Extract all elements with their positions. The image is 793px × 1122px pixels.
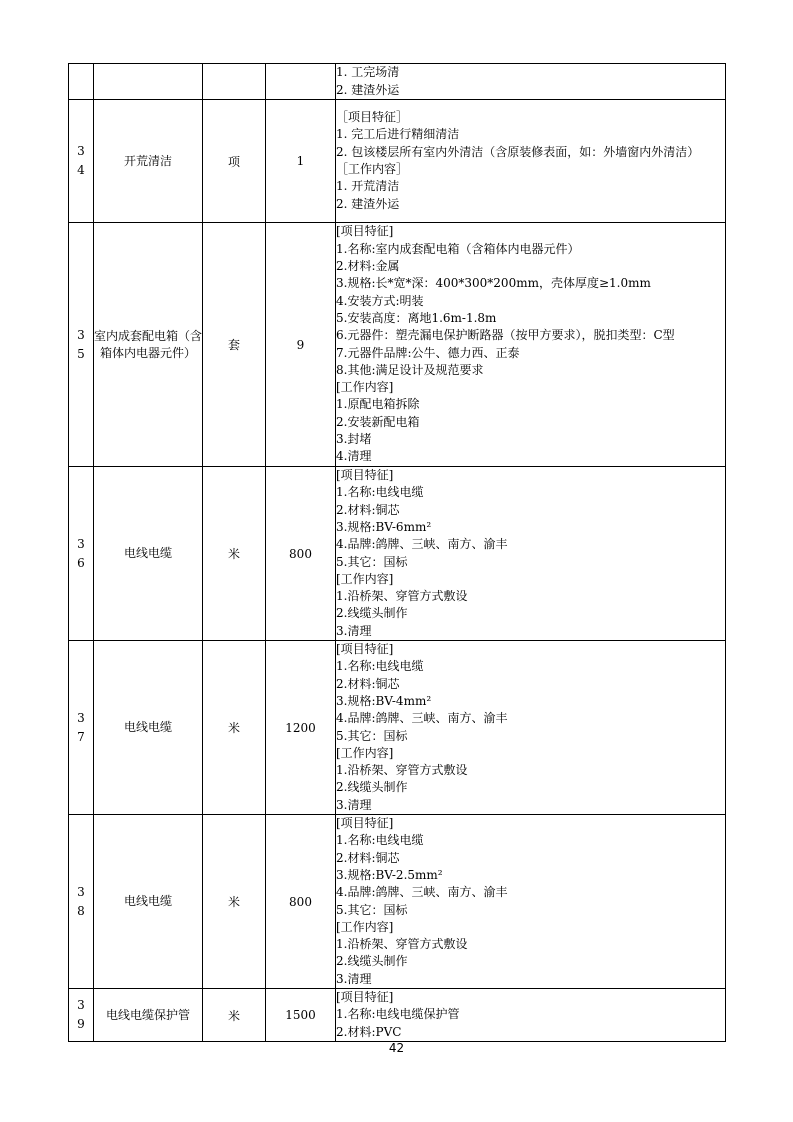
item-unit-cell: 套 [203,223,266,467]
description-line: 2. 建渣外运 [336,196,400,211]
description-line: 2.线缆头制作 [336,954,408,969]
item-number-digit: 3 [77,998,85,1012]
description-line: 6.元器件：塑壳漏电保护断路器（按甲方要求），脱扣类型：C型 [336,328,675,343]
item-description-cell [336,100,726,223]
description-line: 1.名称:电线电缆 [336,833,424,848]
table-row [69,467,726,641]
item-number-cell [69,223,94,467]
table-body [69,64,726,1042]
item-number-digit: 6 [77,555,85,570]
description-line: 3.清理 [336,971,372,986]
item-number-digit: 7 [77,729,85,744]
item-quantity-cell: 1200 [266,641,336,815]
description-line: ［项目特征］ [336,110,409,125]
description-line: 2.材料:铜芯 [336,850,400,865]
page-number: 42 [388,1041,405,1055]
item-description-cell [336,815,726,989]
description-line: [工作内容] [336,919,394,934]
item-number-digit: 3 [77,327,85,342]
item-description-cell [336,989,726,1042]
description-line: 5.其它：国标 [336,728,408,743]
description-line: 2.材料:金属 [336,259,400,274]
description-line: 2.线缆头制作 [336,606,408,621]
table-row [69,815,726,989]
item-name-cell: 室内成套配电箱（含箱体内电器元件） [94,223,203,467]
description-line: 8.其他:满足设计及规范要求 [336,362,484,377]
item-quantity-cell: 9 [266,223,336,467]
description-line: 3.规格:BV-4mm² [336,693,432,708]
description-line: 4.安装方式:明装 [336,293,424,308]
description-line: 3.封堵 [336,431,372,446]
item-number-cell [69,815,94,989]
bill-of-quantities-table [68,63,726,1042]
table-row [69,64,726,100]
item-quantity-cell: 800 [266,815,336,989]
description-line: 5.安装高度：离地1.6m-1.8m [336,310,497,325]
description-line: 2. 包该楼层所有室内外清洁（含原装修表面，如：外墙窗内外清洁） [336,144,700,159]
description-line: 4.品牌:鸽牌、三峡、南方、渝丰 [336,711,508,726]
description-line: 2.安装新配电箱 [336,414,420,429]
description-line: 4.品牌:鸽牌、三峡、南方、渝丰 [336,885,508,900]
description-line: [项目特征] [336,990,394,1005]
description-line: [项目特征] [336,816,394,831]
description-line: 1.原配电箱拆除 [336,397,420,412]
item-description-cell [336,467,726,641]
item-number-cell [69,989,94,1042]
description-line: 2.材料:铜芯 [336,676,400,691]
description-line: 5.其它：国标 [336,554,408,569]
item-number-cell [69,64,94,100]
item-name-cell: 电线电缆 [94,815,203,989]
description-line: 1.沿桥架、穿管方式敷设 [336,763,468,778]
item-description-cell [336,641,726,815]
description-line: 1.名称:室内成套配电箱（含箱体内电器元件） [336,241,580,256]
description-line: 3.规格:长*宽*深：400*300*200mm，壳体厚度≥1.0mm [336,276,651,291]
description-line: ［工作内容］ [336,162,409,176]
description-line: 1.沿桥架、穿管方式敷设 [336,589,468,604]
item-unit-cell: 项 [203,100,266,223]
item-number-digit: 3 [77,536,85,551]
item-description-cell [336,64,726,100]
description-line: [项目特征] [336,468,394,483]
description-line: 1.沿桥架、穿管方式敷设 [336,937,468,952]
description-line: 1. 完工后进行精细清洁 [336,127,460,142]
description-line: 3.清理 [336,623,372,638]
table-row [69,989,726,1042]
item-unit-cell: 米 [203,815,266,989]
description-line: 1.名称:电线电缆 [336,485,424,500]
item-unit-cell: 米 [203,989,266,1042]
item-quantity-cell: 800 [266,467,336,641]
item-number-digit: 3 [77,144,85,158]
table-row [69,641,726,815]
item-unit-cell: 米 [203,467,266,641]
item-number-digit: 9 [77,1017,85,1031]
item-name-cell: 电线电缆保护管 [94,989,203,1042]
item-number-cell [69,467,94,641]
description-line: [工作内容] [336,571,394,586]
description-line: [项目特征] [336,224,394,239]
description-line: 1. 工完场清 [336,65,400,80]
item-quantity-cell [266,64,336,100]
item-name-cell [94,64,203,100]
item-quantity-cell: 1 [266,100,336,223]
description-line: 1.名称:电线电缆保护管 [336,1007,460,1022]
description-line: 5.其它：国标 [336,902,408,917]
item-name-cell: 电线电缆 [94,467,203,641]
item-description-cell [336,223,726,467]
description-line: 3.规格:BV-2.5mm² [336,867,443,882]
description-line: 2.材料:铜芯 [336,502,400,517]
description-line: 4.品牌:鸽牌、三峡、南方、渝丰 [336,537,508,552]
item-name-cell: 开荒清洁 [94,100,203,223]
item-number-cell [69,641,94,815]
description-line: [项目特征] [336,642,394,657]
description-line: 7.元器件品牌:公牛、德力西、正泰 [336,345,520,360]
item-number-digit: 8 [77,903,85,918]
table-row [69,223,726,467]
description-line: 1.名称:电线电缆 [336,659,424,674]
description-line: 3.清理 [336,797,372,812]
description-line: 2.材料:PVC [336,1024,402,1039]
item-number-digit: 3 [77,884,85,899]
description-line: 2. 建渣外运 [336,82,400,97]
description-line: [工作内容] [336,380,394,395]
description-line: [工作内容] [336,745,394,760]
item-number-digit: 5 [77,346,85,361]
item-number-digit: 4 [77,163,85,177]
item-quantity-cell: 1500 [266,989,336,1042]
item-name-cell: 电线电缆 [94,641,203,815]
item-number-cell [69,100,94,223]
description-line: 3.规格:BV-6mm² [336,519,432,534]
description-line: 2.线缆头制作 [336,780,408,795]
description-line: 4.清理 [336,449,372,464]
table-row [69,100,726,223]
item-unit-cell [203,64,266,100]
description-line: 1. 开荒清洁 [336,179,400,194]
item-unit-cell: 米 [203,641,266,815]
item-number-digit: 3 [77,710,85,725]
